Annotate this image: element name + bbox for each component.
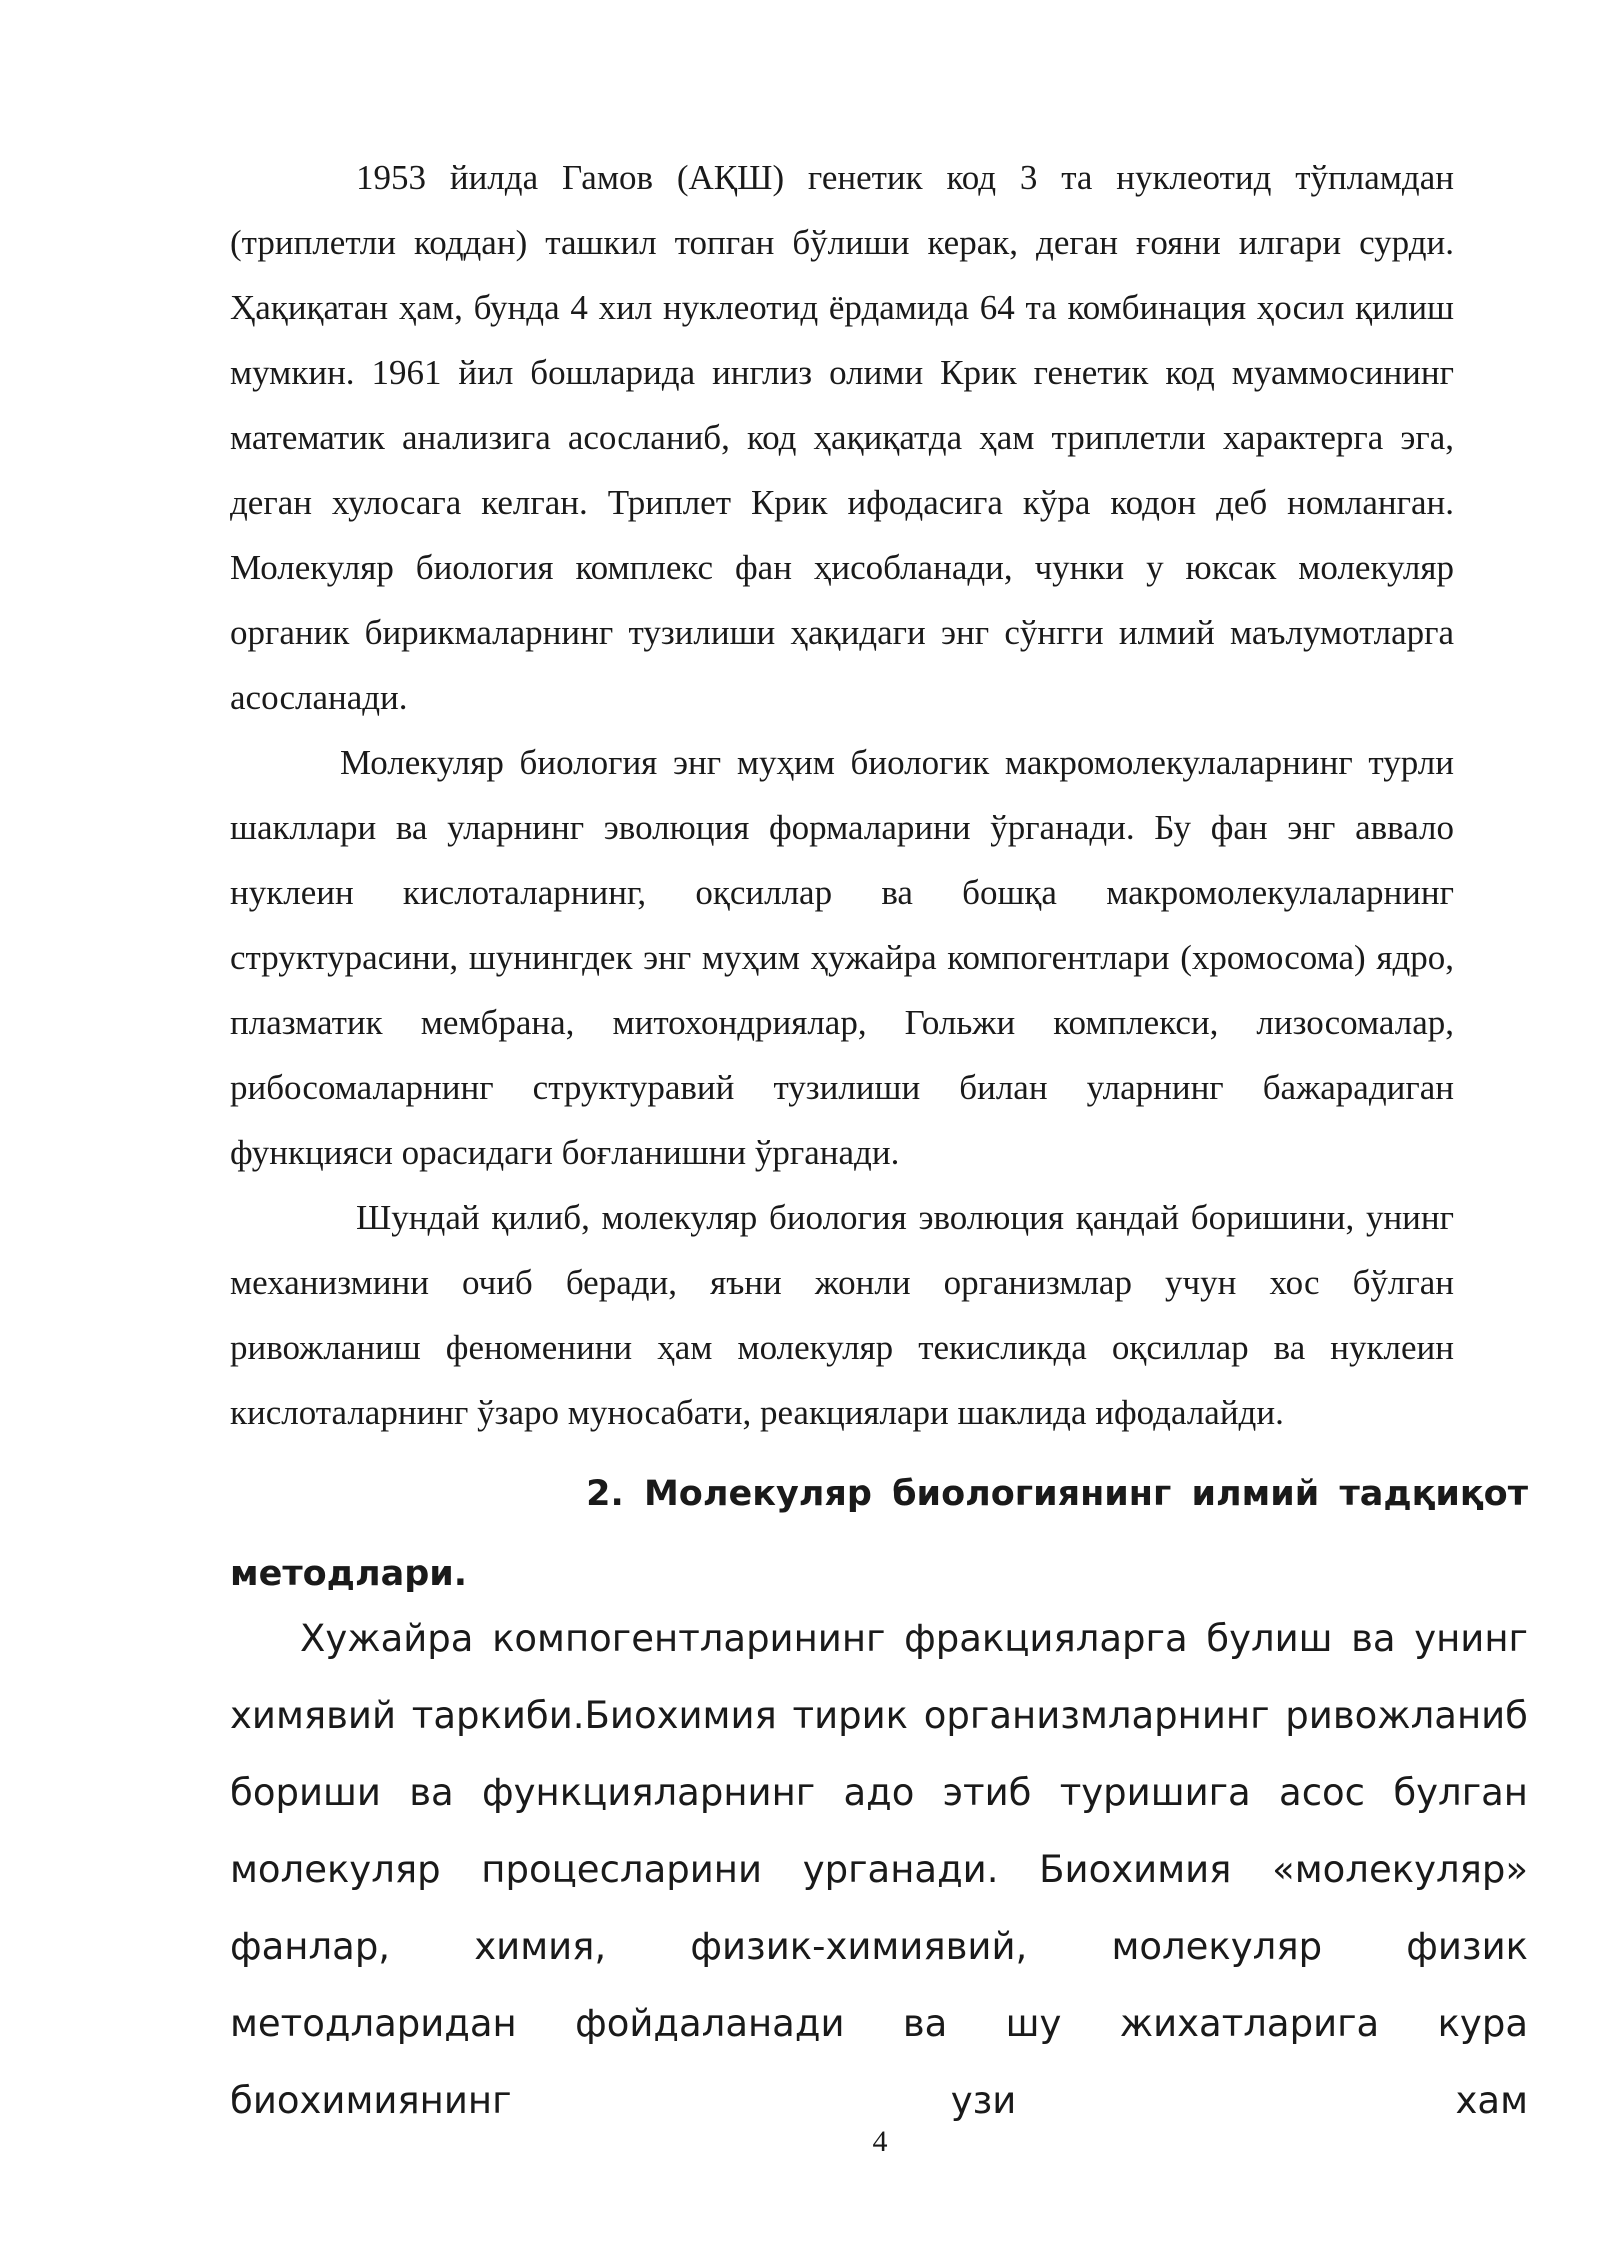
section-heading-line2: методлари.	[230, 1554, 468, 1594]
paragraph-evolution: Шундай қилиб, молекуляр биология эволюция қандай боришини, унинг механизмини очиб беради, яъни жонли организмлар учун хос бўлган ривожланиш феноменини ҳам молекуляр текисликда оқсиллар ва нуклеин кислоталарнинг ўзаро муносабати, реакциялари шаклида ифодалайди.	[230, 1198, 1454, 1432]
paragraph-biochemistry: Хужайра компогентларининг фракцияларга булиш ва унинг химявий таркиби.Биохимия тирик организмларнинг ривожланиб бориши ва функцияларнинг адо этиб туришига асос булган молекуляр процесларини урганади. Биохимия «молекуляр» фанлар, химия, физик-химиявий, молекуляр физик методларидан фойдаланади ва шу жихатларига кура биохимиянинг узи хам	[230, 1617, 1528, 2122]
section-heading-line1: 2. Молекуляр биологиянинг илмий тадқиқот	[586, 1474, 1528, 1514]
section-heading	[230, 1454, 1528, 1614]
page-number: 4	[872, 2125, 888, 2158]
paragraph-genetic-code: 1953 йилда Гамов (АҚШ) генетик код 3 та нуклеотид тўпламдан (триплетли коддан) ташкил топган бўлиши керак, деган ғояни илгари сурди. Ҳақиқатан ҳам, бунда 4 хил нуклеотид ёрдамида 64 та комбинация ҳосил қилиш мумкин. 1961 йил бошларида инглиз олими Крик генетик код муаммосининг математик анализига асосланиб, код ҳақиқатда ҳам триплетли характерга эга, деган хулосага келган. Триплет Крик ифодасига кўра кодон деб номланган. Молекуляр биология комплекс фан ҳисобланади, чунки у юксак молекуляр органик бирикмаларнинг тузилиши ҳақидаги энг сўнгги илмий маълумотларга асосланади.	[230, 158, 1454, 717]
paragraph-molecular-biology: Молекуляр биология энг муҳим биологик макромолекулаларнинг турли шакллари ва уларнинг эволюция формаларини ўрганади. Бу фан энг аввало нуклеин кислоталарнинг, оқсиллар ва бошқа макромолекулаларнинг структурасини, шунингдек энг муҳим ҳужайра компогентлари (хромосома) ядро, плазматик мембрана, митохондриялар, Гольжи комплекси, лизосомалар, рибосомаларнинг структуравий тузилиши билан уларнинг бажарадиган функцияси орасидаги боғланишни ўрганади.	[230, 743, 1454, 1172]
